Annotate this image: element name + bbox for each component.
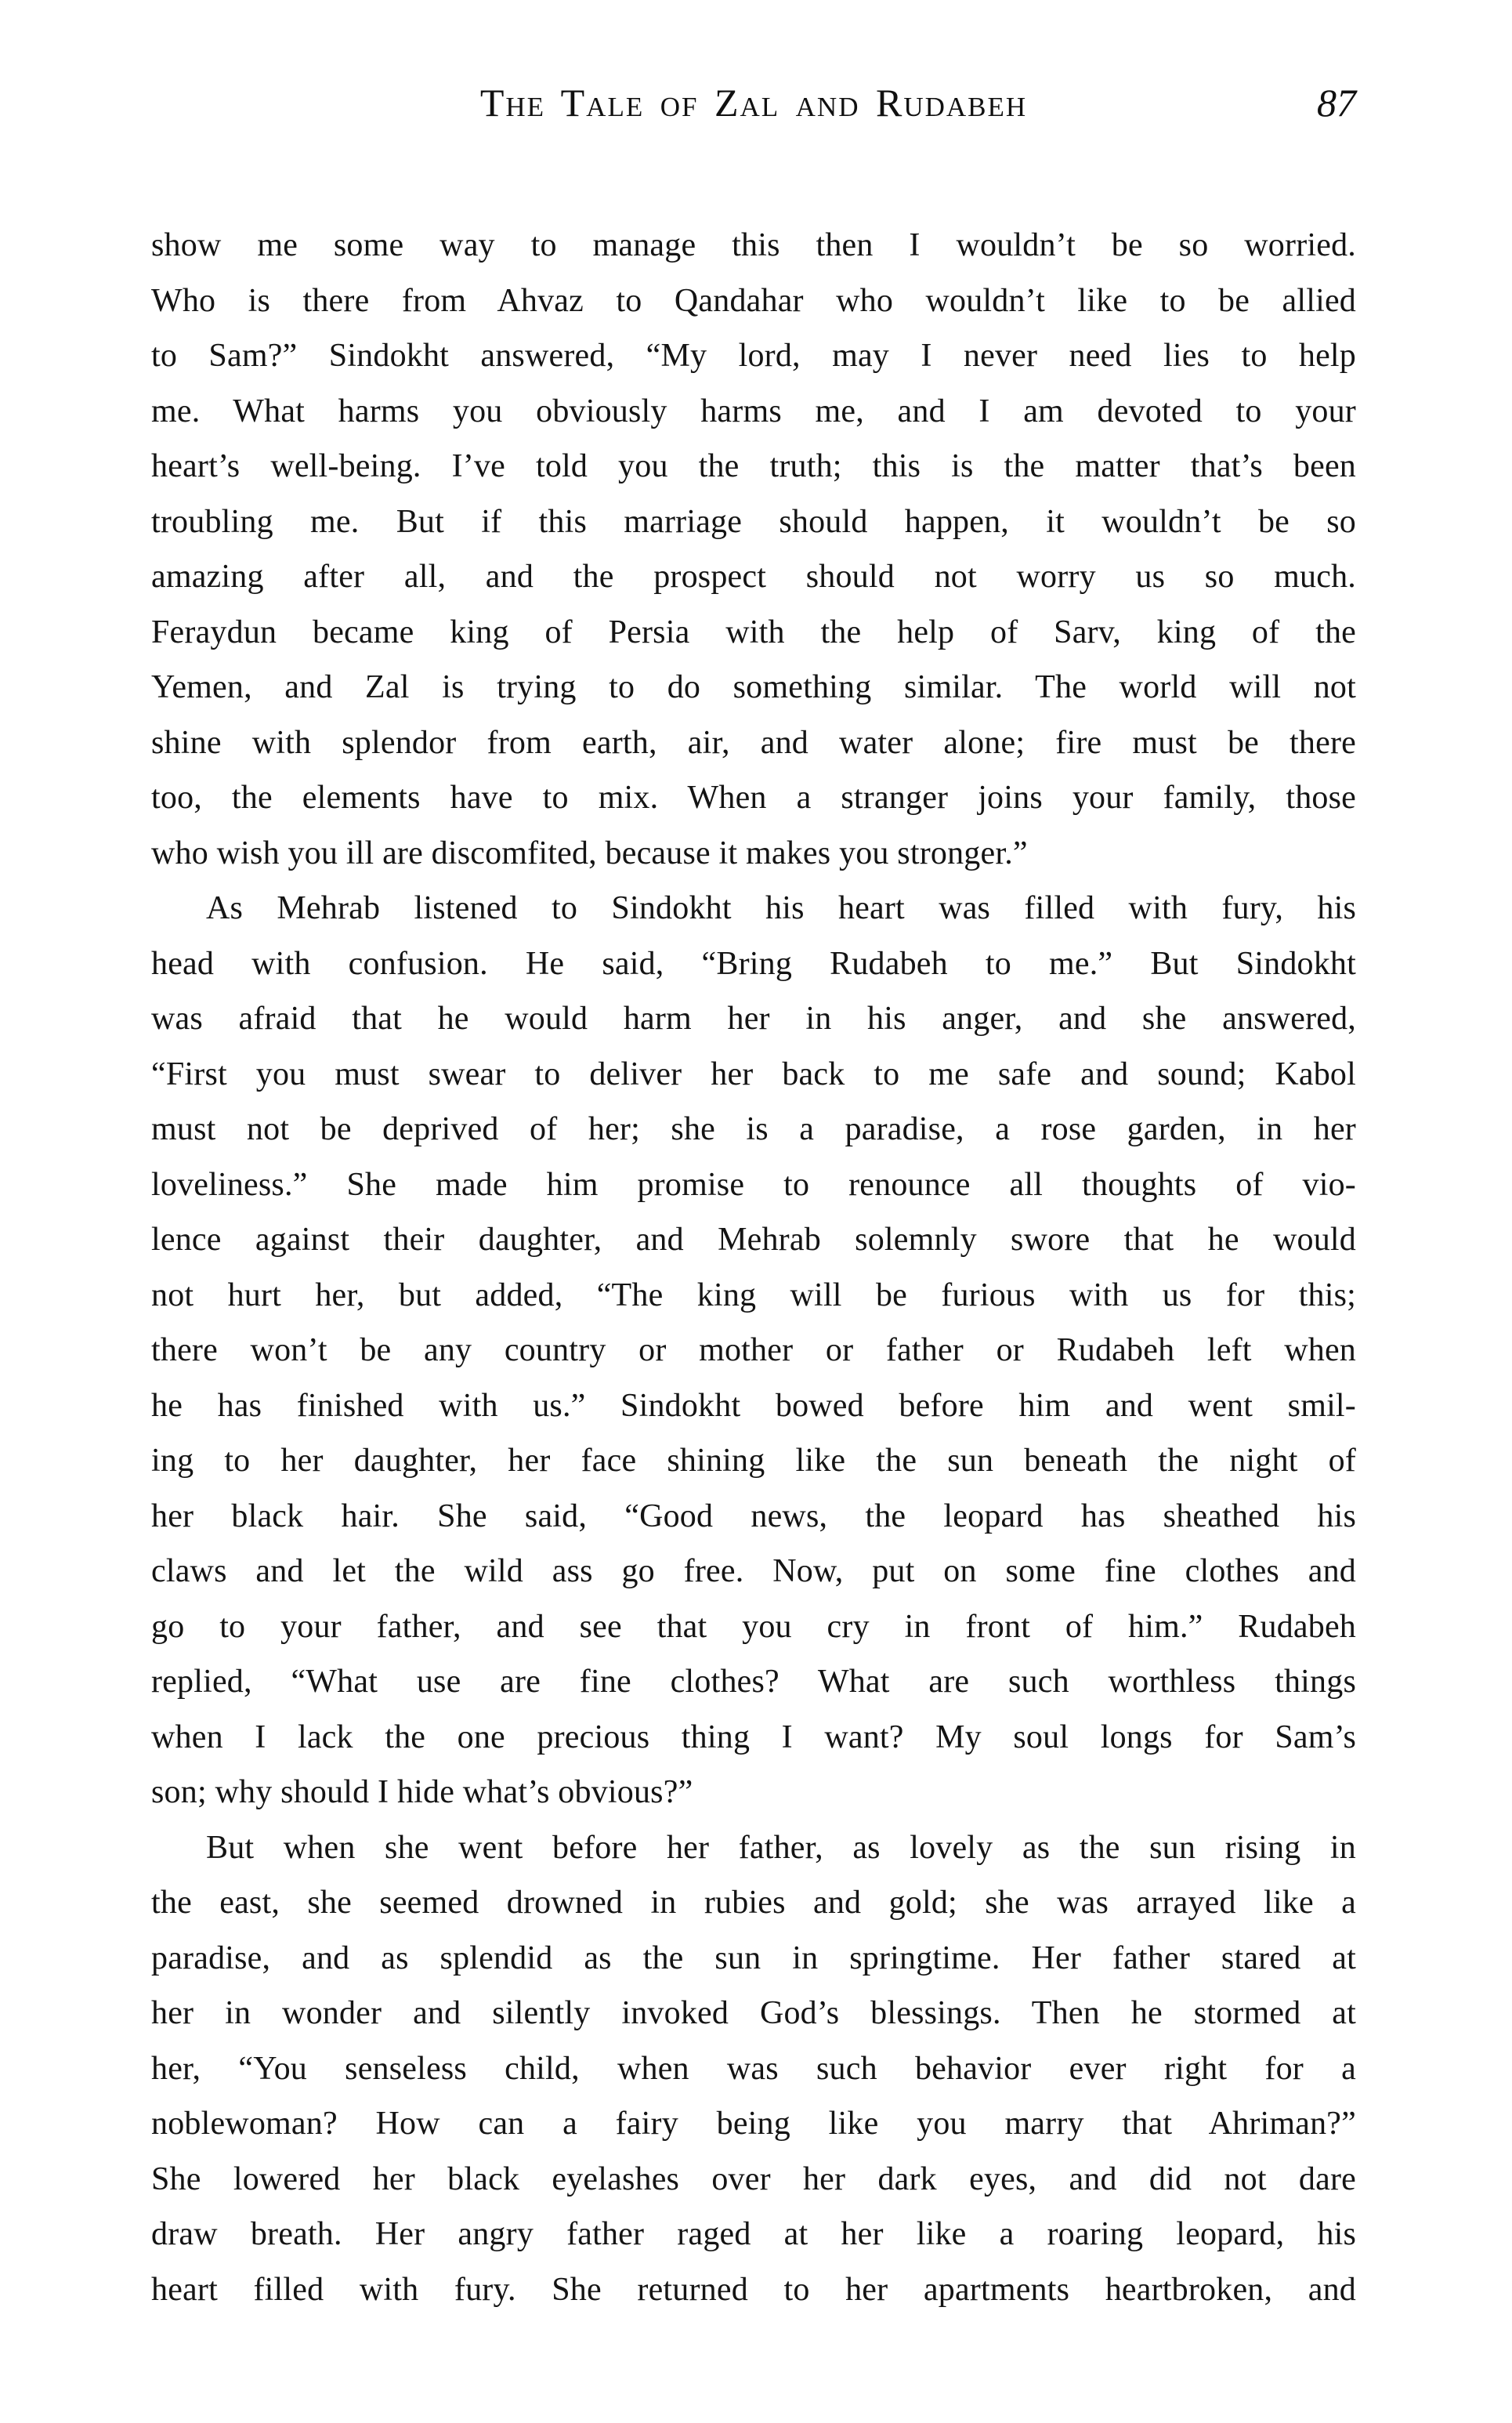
text-line: noblewoman? How can a fairy being like you marry that Ahriman?” bbox=[151, 2106, 1356, 2142]
text-line: draw breath. Her angry father raged at her like a roaring leopard, his bbox=[151, 2216, 1356, 2252]
text-line: head with confusion. He said, “Bring Rudabeh to me.” But Sindokht bbox=[151, 945, 1356, 982]
text-line: heart’s well-being. I’ve told you the truth; this is the matter that’s been bbox=[151, 448, 1356, 484]
text-line: the east, she seemed drowned in rubies and gold; she was arrayed like a bbox=[151, 1885, 1356, 1921]
text-line: her black hair. She said, “Good news, the leopard has sheathed his bbox=[151, 1498, 1356, 1534]
text-line: heart filled with fury. She returned to her apartments heartbroken, and bbox=[151, 2271, 1356, 2308]
text-line: Feraydun became king of Persia with the help of Sarv, king of the bbox=[151, 614, 1356, 650]
page-number: 87 bbox=[1317, 81, 1356, 125]
text-line: paradise, and as splendid as the sun in springtime. Her father stared at bbox=[151, 1939, 1356, 1976]
text-line: there won’t be any country or mother or father or Rudabeh left when bbox=[151, 1332, 1356, 1368]
text-line: must not be deprived of her; she is a paradise, a rose garden, in her bbox=[151, 1111, 1356, 1147]
text-line: amazing after all, and the prospect should not worry us so much. bbox=[151, 559, 1356, 595]
text-line: who wish you ill are discomfited, because it makes you stronger.” bbox=[151, 835, 1028, 871]
text-line: ing to her daughter, her face shining like the sun beneath the night of bbox=[151, 1443, 1356, 1479]
text-line: shine with splendor from earth, air, and water alone; fire must be there bbox=[151, 724, 1356, 761]
body-text bbox=[151, 218, 1356, 2317]
text-line: me. What harms you obviously harms me, and I am devoted to your bbox=[151, 393, 1356, 429]
text-line: son; why should I hide what’s obvious?” bbox=[151, 1774, 693, 1810]
text-line: when I lack the one precious thing I want? My soul longs for Sam’s bbox=[151, 1719, 1356, 1755]
running-head-title: The Tale of Zal and Rudabeh bbox=[479, 81, 1028, 125]
text-line: her in wonder and silently invoked God’s blessings. Then he stormed at bbox=[151, 1995, 1356, 2031]
text-line: was afraid that he would harm her in his anger, and she answered, bbox=[151, 1001, 1356, 1037]
text-line: lence against their daughter, and Mehrab solemnly swore that he would bbox=[151, 1222, 1356, 1258]
text-line: her, “You senseless child, when was such behavior ever right for a bbox=[151, 2050, 1356, 2087]
text-line: too, the elements have to mix. When a stranger joins your family, those bbox=[151, 780, 1356, 816]
text-line: But when she went before her father, as lovely as the sun rising in bbox=[206, 1829, 1356, 1866]
text-line: replied, “What use are fine clothes? What are such worthless things bbox=[151, 1664, 1356, 1700]
text-line: Yemen, and Zal is trying to do something similar. The world will not bbox=[151, 669, 1356, 705]
text-line: She lowered her black eyelashes over her dark eyes, and did not dare bbox=[151, 2160, 1356, 2197]
text-line: not hurt her, but added, “The king will be furious with us for this; bbox=[151, 1277, 1356, 1313]
text-line: troubling me. But if this marriage should happen, it wouldn’t be so bbox=[151, 503, 1356, 540]
text-line: Who is there from Ahvaz to Qandahar who wouldn’t like to be allied bbox=[151, 282, 1356, 319]
text-line: go to your father, and see that you cry in front of him.” Rudabeh bbox=[151, 1608, 1356, 1645]
text-line: claws and let the wild ass go free. Now, put on some fine clothes and bbox=[151, 1553, 1356, 1589]
running-head bbox=[151, 80, 1356, 125]
text-line: to Sam?” Sindokht answered, “My lord, may I never need lies to help bbox=[151, 338, 1356, 374]
text-line: show me some way to manage this then I wouldn’t be so worried. bbox=[151, 227, 1356, 263]
text-line: he has finished with us.” Sindokht bowed before him and went smil- bbox=[151, 1387, 1356, 1424]
text-line: loveliness.” She made him promise to renounce all thoughts of vio- bbox=[151, 1166, 1356, 1203]
text-line: As Mehrab listened to Sindokht his heart was filled with fury, his bbox=[206, 890, 1356, 926]
text-line: “First you must swear to deliver her back to me safe and sound; Kabol bbox=[151, 1056, 1356, 1092]
